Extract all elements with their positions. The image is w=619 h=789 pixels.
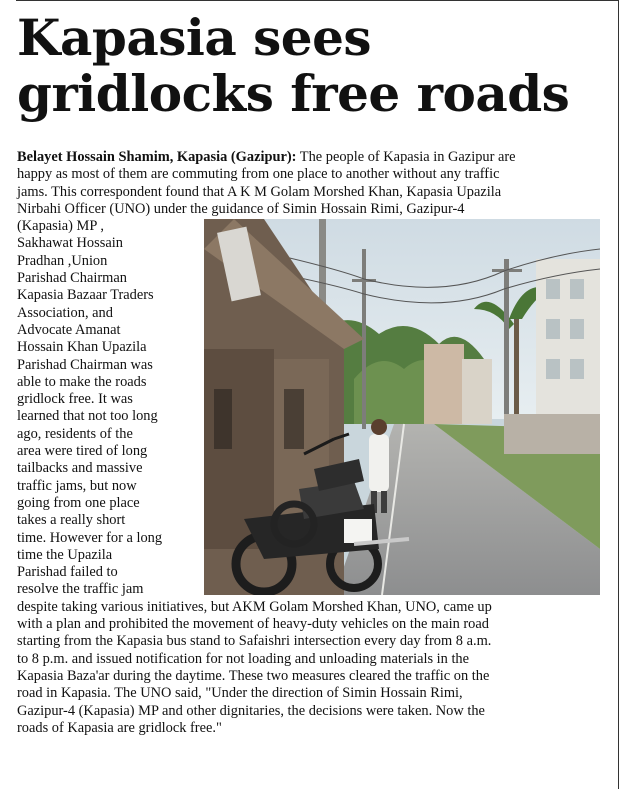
column-line: learned that not too long bbox=[17, 408, 158, 425]
column-line: Association, and bbox=[17, 304, 113, 321]
column-line: Parishad Chairman was bbox=[17, 356, 153, 373]
column-line: Advocate Amanat bbox=[17, 321, 121, 338]
headline-line-2: gridlocks free roads bbox=[17, 64, 570, 123]
article-line: with a plan and prohibited the movement of heavy-duty vehicles on the main road bbox=[17, 616, 489, 633]
column-line: (Kapasia) MP , bbox=[17, 218, 104, 235]
column-line: resolve the traffic jam bbox=[17, 581, 144, 598]
article-line: road in Kapasia. The UNO said, "Under the direction of Simin Hossain Rimi, bbox=[17, 685, 463, 702]
article-line: despite taking various initiatives, but AKM Golam Morshed Khan, UNO, came up bbox=[17, 598, 492, 615]
column-line: traffic jams, but now bbox=[17, 477, 137, 494]
byline: Belayet Hossain Shamim, Kapasia (Gazipur): bbox=[17, 149, 297, 165]
column-line: Kapasia Bazaar Traders bbox=[17, 287, 154, 304]
street-photo bbox=[204, 219, 600, 595]
column-line: Parishad Chairman bbox=[17, 270, 127, 287]
article-line: happy as most of them are commuting from one place to another without any traffic bbox=[17, 166, 500, 183]
column-line: Sakhawat Hossain bbox=[17, 235, 123, 252]
street-photo-illustration bbox=[204, 219, 600, 595]
article-line: roads of Kapasia are gridlock free." bbox=[17, 719, 222, 736]
top-rule bbox=[16, 0, 619, 1]
column-line: going from one place bbox=[17, 494, 140, 511]
headline-line-1: Kapasia sees bbox=[17, 8, 372, 67]
headline bbox=[17, 10, 617, 122]
article-line: Kapasia Baza'ar during the daytime. These two measures cleared the traffic on the bbox=[17, 667, 490, 684]
article-line bbox=[17, 149, 607, 166]
column-line: Hossain Khan Upazila bbox=[17, 339, 147, 356]
column-line: able to make the roads bbox=[17, 373, 147, 390]
article-line: Gazipur-4 (Kapasia) MP and other dignitaries, the decisions were taken. Now the bbox=[17, 702, 485, 719]
article-line: to 8 p.m. and issued notification for not loading and unloading materials in the bbox=[17, 650, 470, 667]
column-line: ago, residents of the bbox=[17, 425, 133, 442]
column-line: gridlock free. It was bbox=[17, 391, 133, 408]
column-line: takes a really short bbox=[17, 512, 126, 529]
column-line: time. However for a long bbox=[17, 529, 163, 546]
article-body bbox=[17, 149, 607, 737]
article-line: Nirbahi Officer (UNO) under the guidance of Simin Hossain Rimi, Gazipur-4 bbox=[17, 200, 465, 217]
column-line: Parishad failed to bbox=[17, 564, 118, 581]
intro-text: The people of Kapasia in Gazipur are bbox=[296, 149, 516, 165]
article-line: jams. This correspondent found that A K M Golam Morshed Khan, Kapasia Upazila bbox=[17, 183, 502, 200]
column-line: tailbacks and massive bbox=[17, 460, 143, 477]
column-line: area were tired of long bbox=[17, 443, 148, 460]
column-line: Pradhan ,Union bbox=[17, 252, 108, 269]
article-line: starting from the Kapasia bus stand to Safaishri intersection every day from 8 a.m. bbox=[17, 633, 492, 650]
text-with-photo bbox=[17, 218, 607, 599]
narrow-column bbox=[17, 218, 195, 599]
column-line: time the Upazila bbox=[17, 546, 113, 563]
